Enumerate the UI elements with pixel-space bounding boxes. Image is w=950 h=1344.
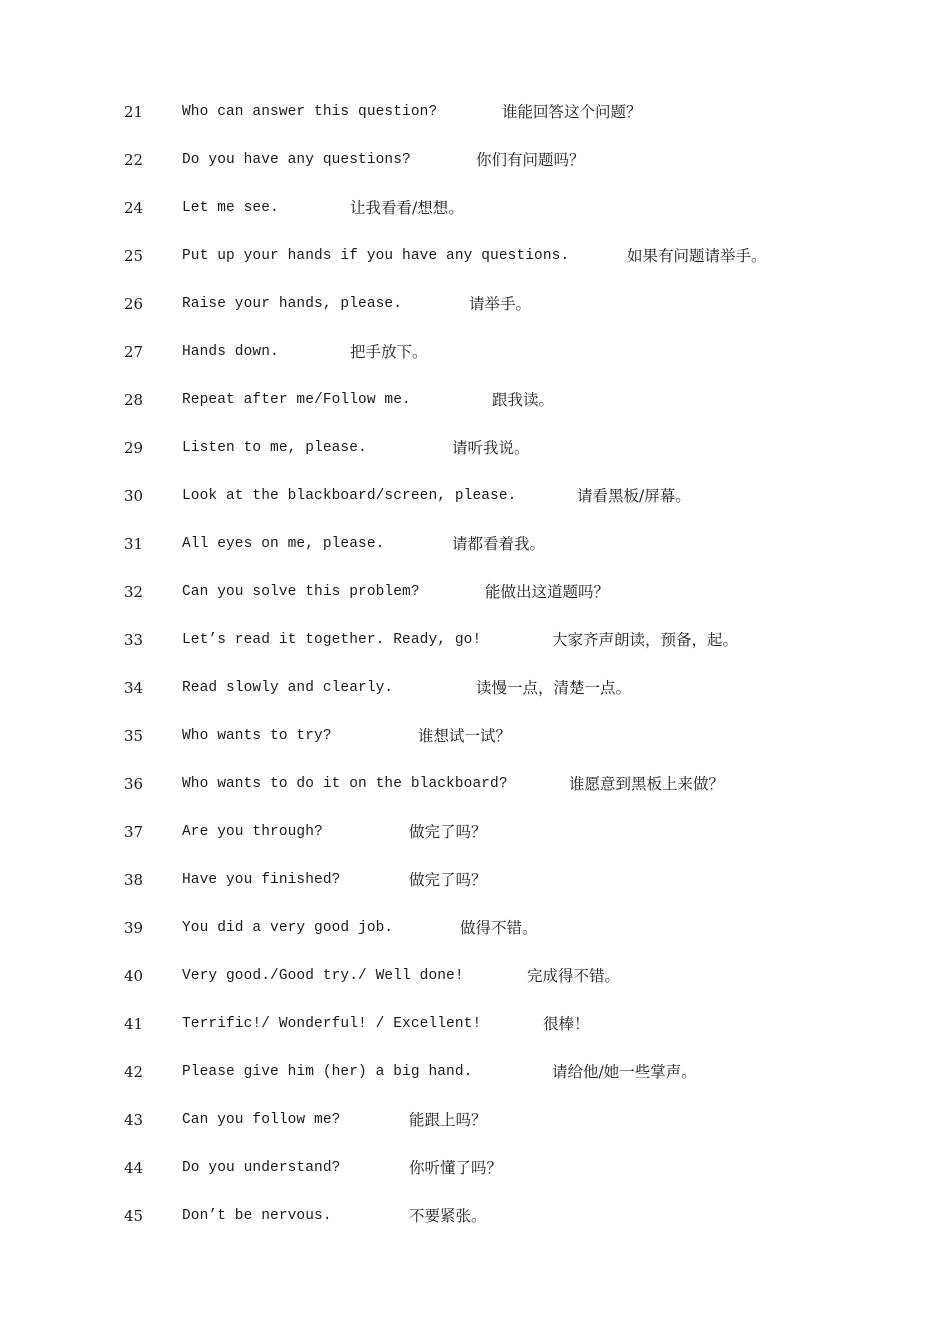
chinese-translation: 不要紧张。	[409, 1207, 487, 1225]
phrase-number: 35	[124, 727, 144, 745]
chinese-translation: 谁想试一试？	[418, 727, 512, 745]
chinese-translation: 做得不错。	[460, 919, 538, 937]
english-phrase: Put up your hands if you have any questions.	[182, 248, 570, 264]
english-phrase: Have you finished?	[182, 872, 341, 888]
phrase-number: 33	[124, 631, 144, 649]
english-phrase: Read slowly and clearly.	[182, 680, 394, 696]
chinese-translation: 如果有问题请举手。	[627, 247, 767, 265]
english-phrase: Let’s read it together. Ready, go!	[182, 632, 482, 648]
chinese-translation: 让我看看/想想。	[350, 199, 464, 217]
chinese-translation: 谁能回答这个问题？	[502, 103, 642, 121]
phrase-number: 26	[124, 295, 144, 313]
chinese-translation: 做完了吗？	[409, 823, 487, 841]
english-phrase: Look at the blackboard/screen, please.	[182, 488, 517, 504]
phrase-number: 37	[124, 823, 144, 841]
chinese-translation: 大家齐声朗读，预备，起。	[552, 631, 739, 649]
phrase-number: 44	[124, 1159, 144, 1177]
chinese-translation: 很棒！	[543, 1015, 590, 1033]
english-phrase: Are you through?	[182, 824, 323, 840]
english-phrase: Please give him (her) a big hand.	[182, 1064, 473, 1080]
phrase-number: 27	[124, 343, 144, 361]
phrase-number: 38	[124, 871, 144, 889]
phrase-number: 45	[124, 1207, 144, 1225]
english-phrase: Can you follow me?	[182, 1112, 341, 1128]
english-phrase: Who wants to do it on the blackboard?	[182, 776, 508, 792]
chinese-translation: 读慢一点，清楚一点。	[476, 679, 632, 697]
chinese-translation: 完成得不错。	[527, 967, 621, 985]
chinese-translation: 谁愿意到黑板上来做？	[569, 775, 725, 793]
phrase-number: 22	[124, 151, 144, 169]
chinese-translation: 你们有问题吗？	[476, 151, 585, 169]
phrase-number: 39	[124, 919, 144, 937]
english-phrase: Can you solve this problem?	[182, 584, 420, 600]
chinese-translation: 请听我说。	[452, 439, 530, 457]
phrase-number: 43	[124, 1111, 144, 1129]
english-phrase: Very good./Good try./ Well done!	[182, 968, 464, 984]
chinese-translation: 请举手。	[469, 295, 532, 313]
phrase-number: 28	[124, 391, 144, 409]
chinese-translation: 请都看着我。	[452, 535, 546, 553]
english-phrase: All eyes on me, please.	[182, 536, 385, 552]
phrase-number: 24	[124, 199, 144, 217]
phrase-number: 31	[124, 535, 144, 553]
english-phrase: Listen to me, please.	[182, 440, 367, 456]
chinese-translation: 请给他/她一些掌声。	[552, 1063, 697, 1081]
phrase-number: 32	[124, 583, 144, 601]
phrase-number: 36	[124, 775, 144, 793]
chinese-translation: 做完了吗？	[409, 871, 487, 889]
chinese-translation: 跟我读。	[492, 391, 555, 409]
english-phrase: Do you understand?	[182, 1160, 341, 1176]
english-phrase: Don’t be nervous.	[182, 1208, 332, 1224]
english-phrase: You did a very good job.	[182, 920, 394, 936]
english-phrase: Repeat after me/Follow me.	[182, 392, 411, 408]
phrase-number: 25	[124, 247, 144, 265]
chinese-translation: 你听懂了吗？	[409, 1159, 503, 1177]
chinese-translation: 能做出这道题吗？	[485, 583, 610, 601]
chinese-translation: 能跟上吗？	[409, 1111, 487, 1129]
english-phrase: Who can answer this question?	[182, 104, 438, 120]
english-phrase: Who wants to try?	[182, 728, 332, 744]
phrase-number: 21	[124, 103, 144, 121]
english-phrase: Hands down.	[182, 344, 279, 360]
chinese-translation: 请看黑板/屏幕。	[577, 487, 691, 505]
english-phrase: Do you have any questions?	[182, 152, 411, 168]
phrase-number: 34	[124, 679, 144, 697]
phrase-number: 30	[124, 487, 144, 505]
phrase-number: 29	[124, 439, 144, 457]
phrase-number: 41	[124, 1015, 144, 1033]
phrase-number: 42	[124, 1063, 144, 1081]
phrase-number: 40	[124, 967, 144, 985]
english-phrase: Terrific!/ Wonderful! / Excellent!	[182, 1016, 482, 1032]
english-phrase: Let me see.	[182, 200, 279, 216]
english-phrase: Raise your hands, please.	[182, 296, 403, 312]
chinese-translation: 把手放下。	[350, 343, 428, 361]
